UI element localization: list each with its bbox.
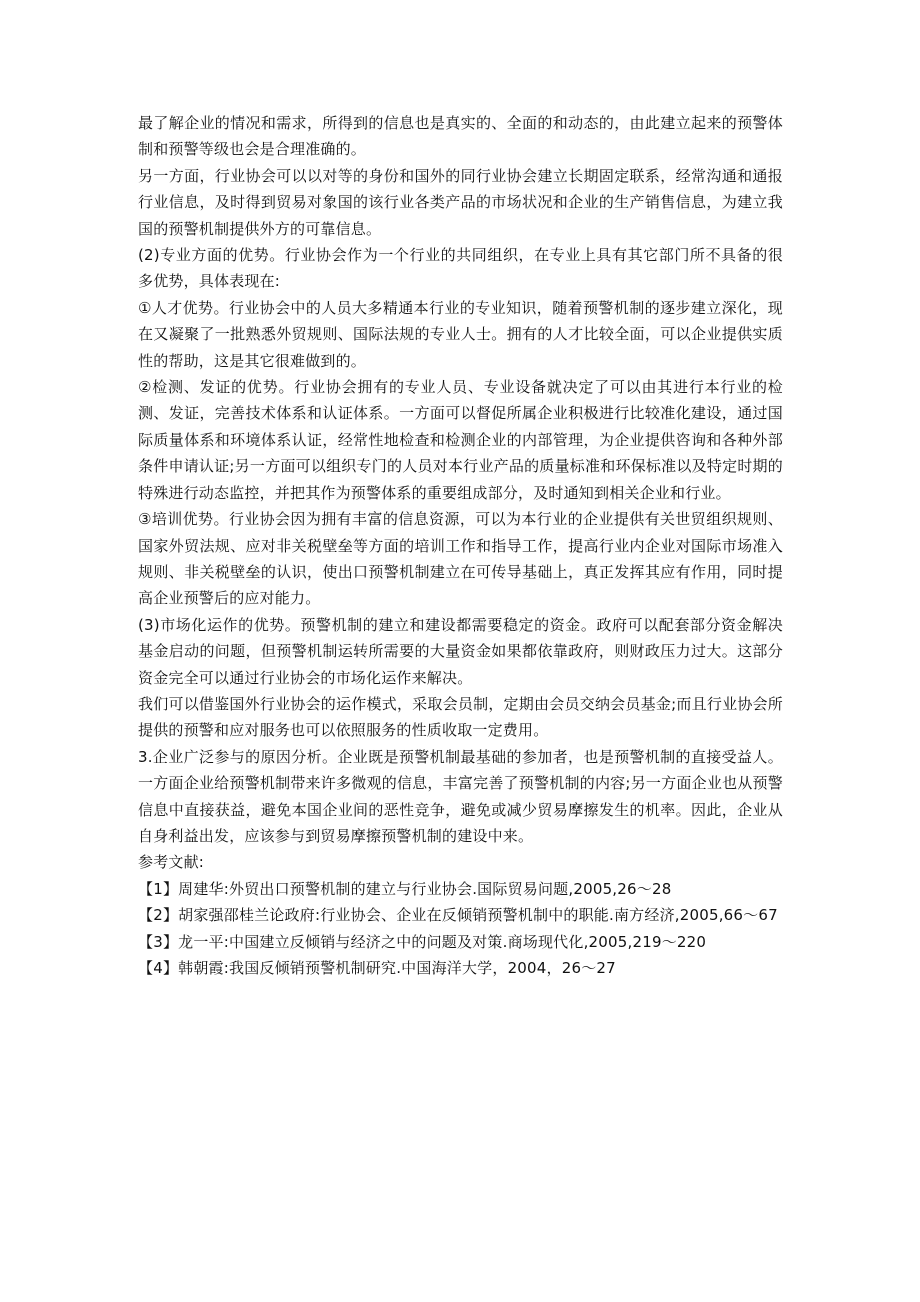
paragraph: ①人才优势。行业协会中的人员大多精通本行业的专业知识，随着预警机制的逐步建立深化，现在又凝聚了一批熟悉外贸规则、国际法规的专业人士。拥有的人才比较全面，可以企业提供实质性的帮助，这是其它很难做到的。 <box>138 298 783 370</box>
paragraph: ②检测、发证的优势。行业协会拥有的专业人员、专业设备就决定了可以由其进行本行业的检测、发证，完善技术体系和认证体系。一方面可以督促所属企业积极进行比较准化建设，通过国际质量体系和环境体系认证，经常性地检查和检测企业的内部管理，为企业提供咨询和各种外部条件申请认证;另一方面可以组织专门的人员对本行业产品的质量标准和环保标准以及特定时期的特殊进行动态监控，并把其作为预警体系的重要组成部分，及时通知到相关企业和行业。 <box>138 378 783 502</box>
paragraph: 3.企业广泛参与的原因分析。企业既是预警机制最基础的参加者，也是预警机制的直接受益人。一方面企业给预警机制带来许多微观的信息，丰富完善了预警机制的内容;另一方面企业也从预警信息中直接获益，避免本国企业间的恶性竞争，避免或减少贸易摩擦发生的机率。因此，企业从自身利益出发，应该参与到贸易摩擦预警机制的建设中来。 <box>138 747 783 845</box>
paragraph: 另一方面，行业协会可以以对等的身份和国外的同行业协会建立长期固定联系，经常沟通和通报行业信息，及时得到贸易对象国的该行业各类产品的市场状况和企业的生产销售信息，为建立我国的预警机制提供外方的可靠信息。 <box>138 166 783 238</box>
paragraph: ③培训优势。行业协会因为拥有丰富的信息资源，可以为本行业的企业提供有关世贸组织规则、国家外贸法规、应对非关税壁垒等方面的培训工作和指导工作，提高行业内企业对国际市场准入规则、非关税壁垒的认识，使出口预警机制建立在可传导基础上，真正发挥其应有作用，同时提高企业预警后的应对能力。 <box>138 510 783 608</box>
references-heading: 参考文献: <box>138 853 205 872</box>
document-body <box>138 110 783 981</box>
reference-item: 【1】周建华:外贸出口预警机制的建立与行业协会.国际贸易问题,2005,26～28 <box>138 879 672 898</box>
reference-item: 【3】龙一平:中国建立反倾销与经济之中的问题及对策.商场现代化,2005,219～220 <box>138 932 707 951</box>
paragraph: (3)市场化运作的优势。预警机制的建立和建设都需要稳定的资金。政府可以配套部分资金解决基金启动的问题，但预警机制运转所需要的大量资金如果都依靠政府，则财政压力过大。这部分资金完全可以通过行业协会的市场化运作来解决。 <box>138 615 783 687</box>
reference-item: 【4】韩朝霞:我国反倾销预警机制研究.中国海洋大学，2004，26～27 <box>138 959 616 977</box>
paragraph: 最了解企业的情况和需求，所得到的信息也是真实的、全面的和动态的，由此建立起来的预警体制和预警等级也会是合理准确的。 <box>138 114 783 159</box>
reference-item: 【2】胡家强邵桂兰论政府:行业协会、企业在反倾销预警机制中的职能.南方经济,2005,66～67 <box>138 906 778 925</box>
paragraph: 我们可以借鉴国外行业协会的运作模式，采取会员制，定期由会员交纳会员基金;而且行业协会所提供的预警和应对服务也可以依照服务的性质收取一定费用。 <box>138 694 783 740</box>
paragraph: (2)专业方面的优势。行业协会作为一个行业的共同组织，在专业上具有其它部门所不具备的很多优势，具体表现在: <box>138 246 783 291</box>
